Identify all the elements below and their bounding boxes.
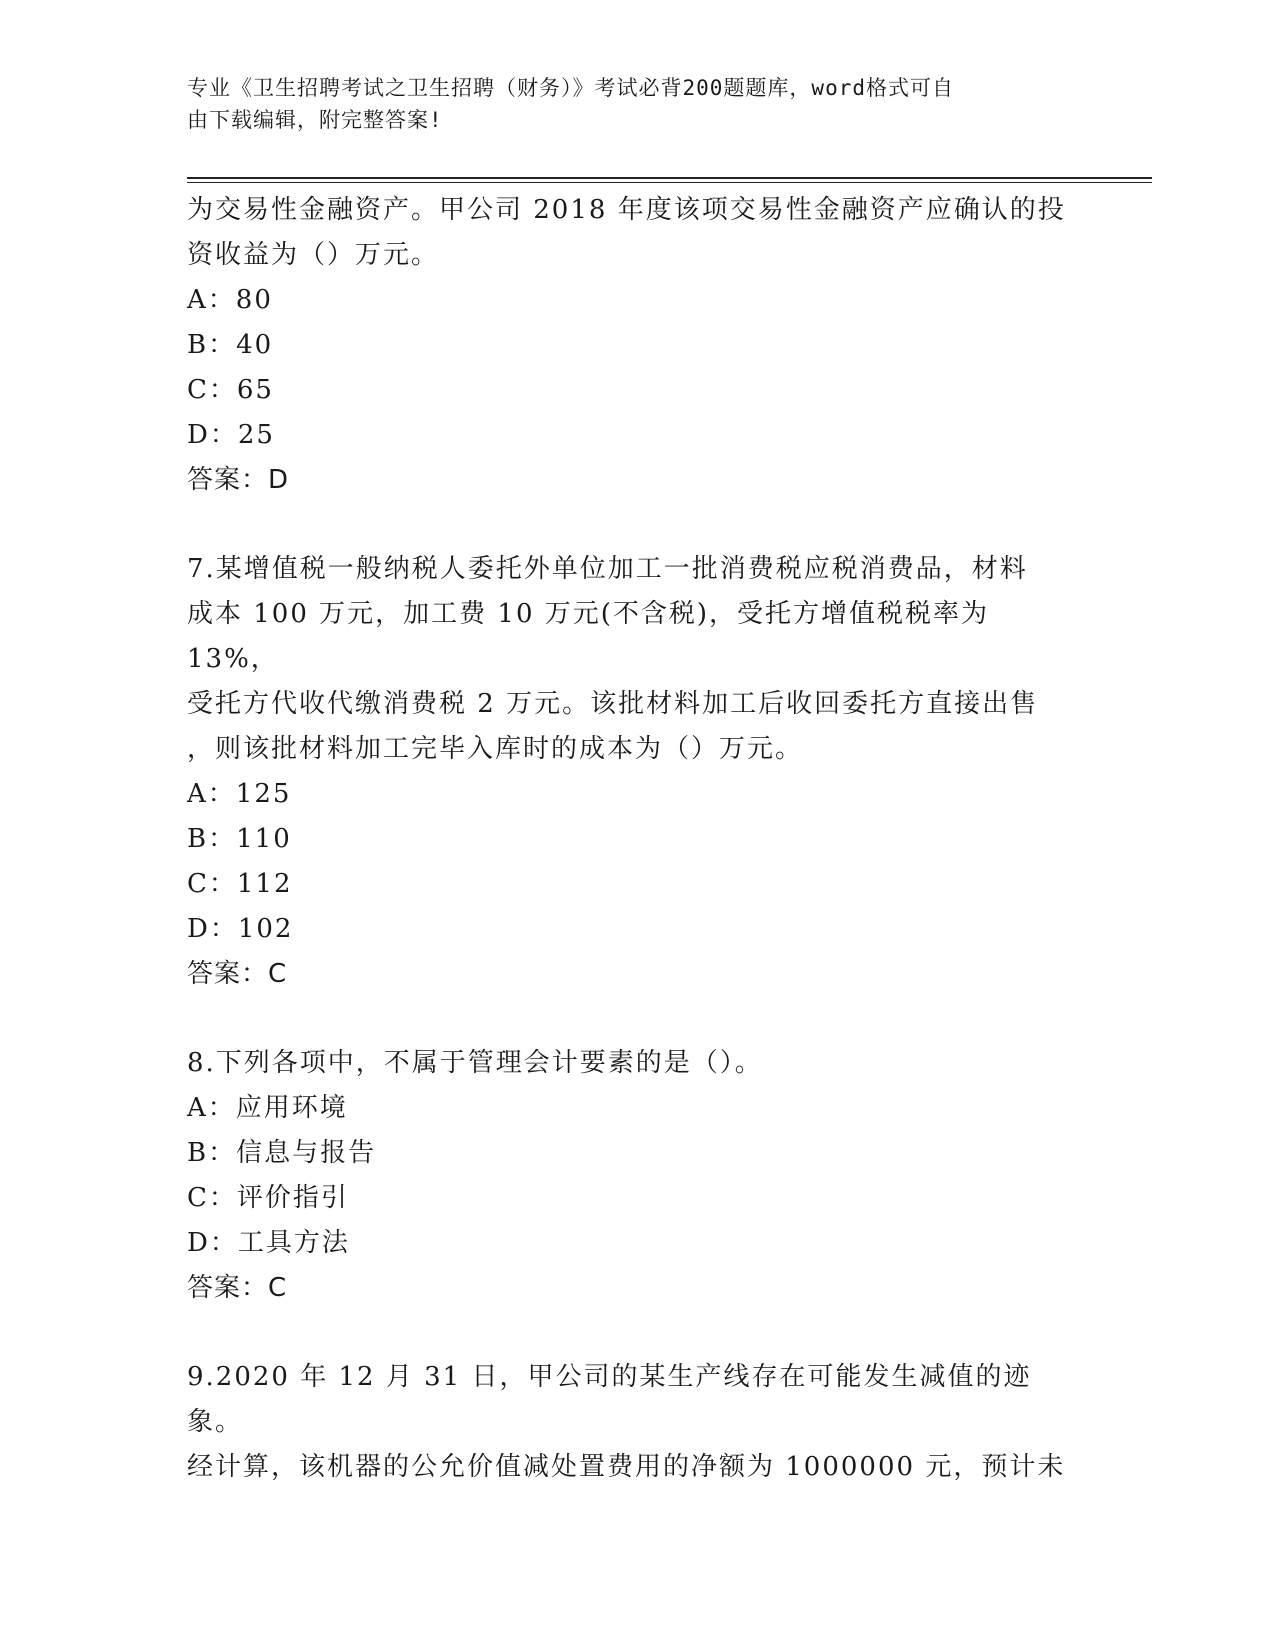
- question-8: [187, 1041, 1067, 1311]
- answer-label: 答案：C: [187, 1273, 288, 1303]
- option-d: D：工具方法: [187, 1228, 350, 1258]
- spacer: [187, 503, 1067, 547]
- question-stem-line: 受托方代收代缴消费税 2 万元。该批材料加工后收回委托方直接出售: [187, 689, 1039, 719]
- header-divider: [187, 177, 1152, 179]
- option-b: B：110: [187, 824, 292, 854]
- option-a: A：125: [187, 779, 292, 809]
- question-stem-line: 8.下列各项中，不属于管理会计要素的是（）。: [187, 1048, 763, 1078]
- question-stem-line: 为交易性金融资产。甲公司 2018 年度该项交易性金融资产应确认的投: [187, 195, 1066, 225]
- question-6-continued: [187, 188, 1067, 503]
- spacer: [187, 997, 1067, 1041]
- question-stem-line: ，则该批材料加工完毕入库时的成本为（）万元。: [187, 734, 804, 764]
- header-line-1: 专业《卫生招聘考试之卫生招聘（财务）》考试必背200题题库，word格式可自: [187, 76, 954, 100]
- option-b: B：40: [187, 330, 274, 360]
- option-d: D：25: [187, 420, 275, 450]
- header-divider-thin: [187, 182, 1152, 183]
- question-stem-line: 7.某增值税一般纳税人委托外单位加工一批消费税应税消费品，材料: [187, 554, 1028, 584]
- answer-label: 答案：C: [187, 959, 288, 989]
- question-7: [187, 547, 1067, 997]
- spacer: [187, 1311, 1067, 1355]
- option-d: D：102: [187, 914, 294, 944]
- header-line-2: 由下载编辑，附完整答案!: [187, 108, 443, 132]
- question-stem-line: 经计算，该机器的公允价值减处置费用的净额为 1000000 元，预计未: [187, 1452, 1066, 1482]
- option-c: C：评价指引: [187, 1183, 349, 1213]
- question-stem-line: 资收益为（）万元。: [187, 240, 440, 270]
- option-c: C：65: [187, 375, 274, 405]
- question-9: [187, 1355, 1067, 1490]
- option-c: C：112: [187, 869, 293, 899]
- option-a: A：80: [187, 285, 273, 315]
- question-stem-line: 成本 100 万元，加工费 10 万元(不含税)，受托方增值税税率为 13%，: [187, 599, 990, 674]
- page-header: [187, 72, 1067, 136]
- option-b: B：信息与报告: [187, 1138, 377, 1168]
- answer-label: 答案：D: [187, 465, 290, 495]
- document-body: [187, 188, 1067, 1490]
- question-stem-line: 9.2020 年 12 月 31 日，甲公司的某生产线存在可能发生减值的迹象。: [187, 1362, 1032, 1437]
- option-a: A：应用环境: [187, 1093, 348, 1123]
